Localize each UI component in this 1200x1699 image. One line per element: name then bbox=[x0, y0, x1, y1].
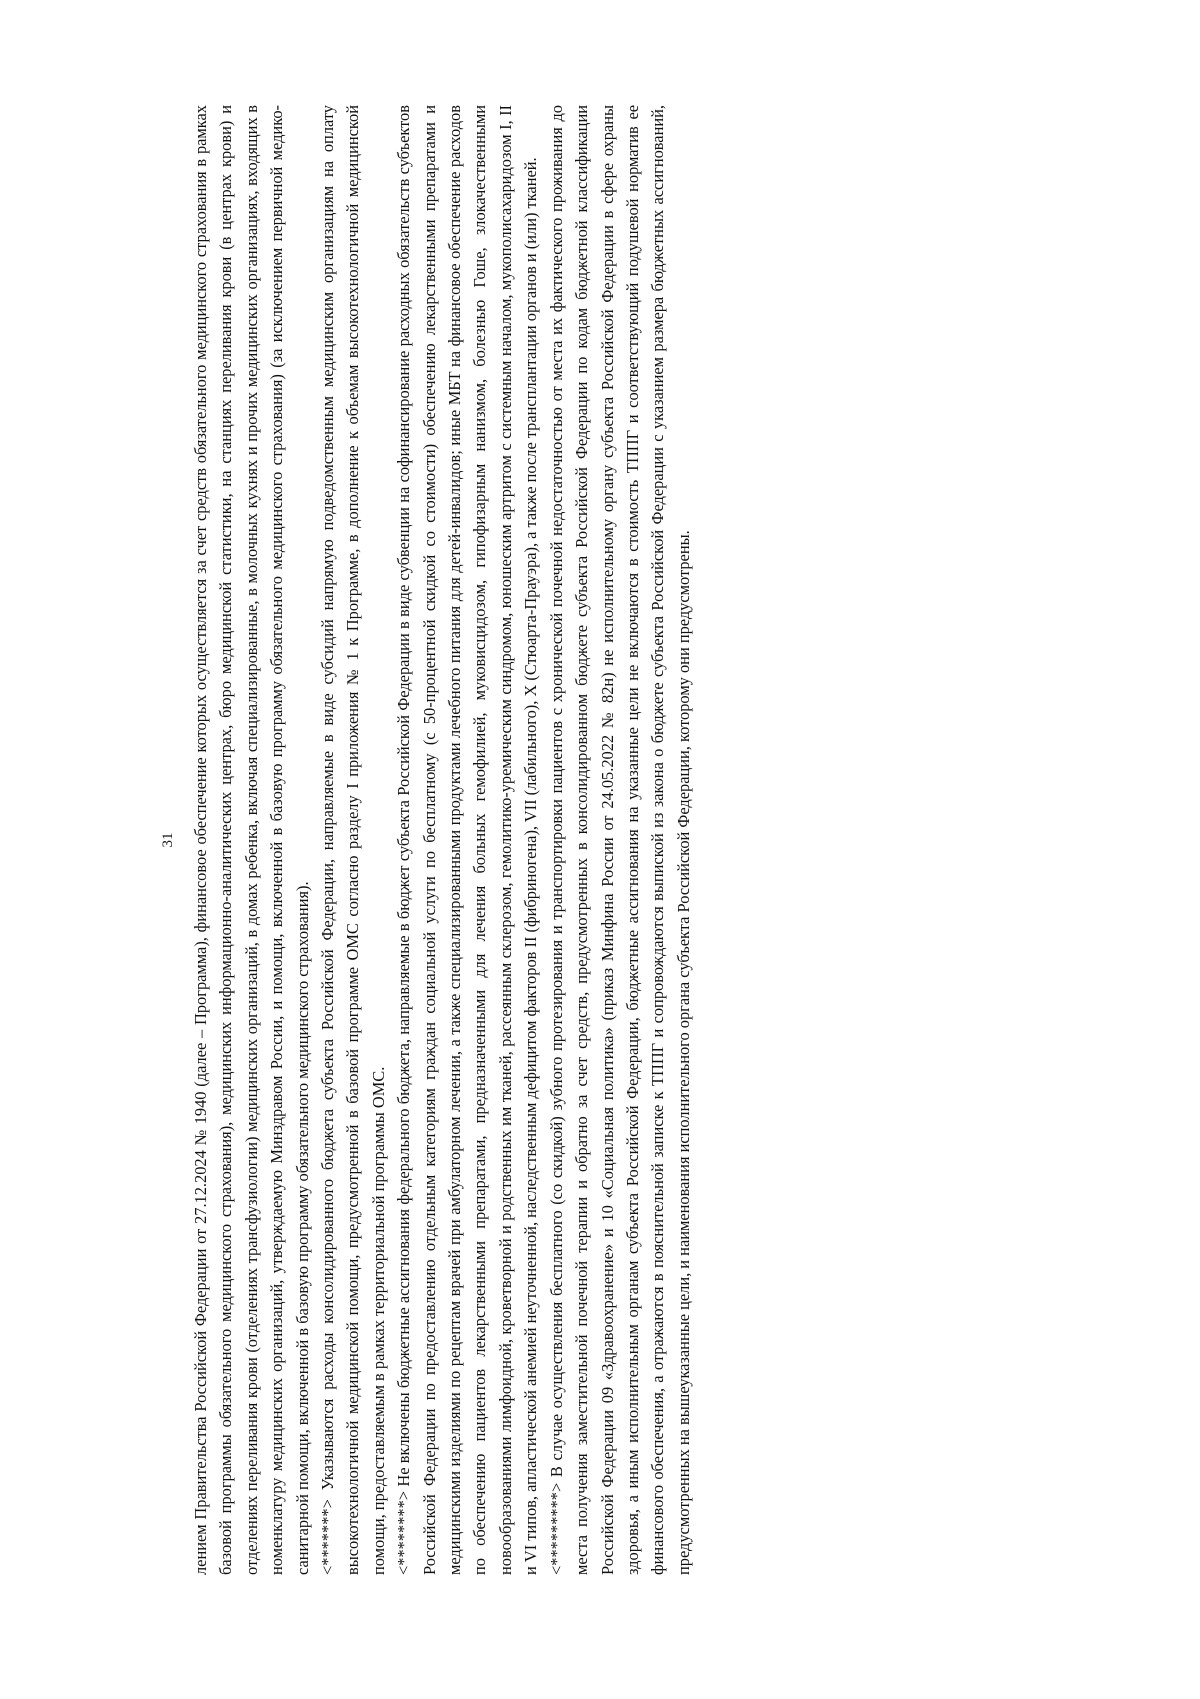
footnote-8: <********> Не включены бюджетные ассигнования федерального бюджета, направляемые в бюджет субъекта Российской Федерации в виде субвенции на софинансирование расходных обязательств субъектов Российской Федерации по предоставлению отдельным категориям граждан социальной услуги по бесплатному (с 50-процентной скидкой со стоимости) обеспечению лекарственными препаратами и медицинскими изделиями по рецептам врачей при амбулаторном лечении, а также специализированными продуктами лечебного питания для детей-инвалидов; иные МБТ на финансовое обеспечение расходов по обеспечению пациентов лекарственными препаратами, предназначенными для лечения больных гемофилией, муковисцидозом, гипофизарным нанизмом, болезнью Гоше, злокачественными новообразованиями лимфоидной, кроветворной и родственных им тканей, рассеянным склерозом, гемолитико-уремическим синдромом, юношеским артритом с системным началом, мукополисахаридозом I, II и VI типов, апластической анемией неуточненной, наследственным дефицитом факторов II (фибриногена), VII (лабильного), X (Стюарта-Прауэра), а также после трансплантации органов и (или) тканей. bbox=[394, 105, 541, 1575]
page-number: 31 bbox=[160, 832, 176, 848]
footnote-7: <*******> Указываются расходы консолидированного бюджета субъекта Российской Федерации, направляемые в виде субсидий напрямую подведомственным медицинским организациям на оплату высокотехнологичной медицинской помощи, предусмотренной в базовой программе ОМС согласно разделу I приложения № 1 к Программе, в дополнение к объемам высокотехнологичной медицинской помощи, предоставляемым в рамках территориальной программы ОМС. bbox=[318, 105, 388, 1575]
body-text bbox=[188, 105, 696, 1575]
footnote-9: <*********> В случае осуществления бесплатного (со скидкой) зубного протезирования и транспортировки пациентов с хронической почечной недостаточностью от места их фактического проживания до места получения заместительной почечной терапии и обратно за счет средств, предусмотренных в консолидированном бюджете субъекта Российской Федерации по кодам бюджетной классификации Российской Федерации 09 «Здравоохранение» и 10 «Социальная политика» (приказ Минфина России от 24.05.2022 № 82н) не исполнительному органу субъекта Российской Федерации в сфере охраны здоровья, а иным исполнительным органам субъекта Российской Федерации, бюджетные ассигнования на указанные цели не включаются в стоимость ТППГ и соответствующий подушевой норматив ее финансового обеспечения, а отражаются в пояснительной записке к ТППГ и сопровождаются выпиской из закона о бюджете субъекта Российской Федерации с указанием размера бюджетных ассигнований, предусмотренных на вышеуказанные цели, и наименования исполнительного органа субъекта Российской Федерации, которому они предусмотрены. bbox=[546, 105, 693, 1575]
rotated-content bbox=[160, 105, 1050, 1575]
paragraph-continuation: лением Правительства Российской Федерации от 27.12.2024 № 1940 (далее – Программа), финансовое обеспечение которых осуществляется за счет средств обязательного медицинского страхования в рамках базовой программы обязательного медицинского страхования), медицинских информационно-аналитических центрах, бюро медицинской статистики, на станциях переливания крови (в центрах крови) и отделениях переливания крови (отделениях трансфузиологии) медицинских организаций, в домах ребенка, включая специализированные, в молочных кухнях и прочих медицинских организациях, входящих в номенклатуру медицинских организаций, утверждаемую Минздравом России, и помощи, включенной в базовую программу обязательного медицинского страхования) (за исключением первичной медико-санитарной помощи, включенной в базовую программу обязательного медицинского страхования). bbox=[191, 105, 312, 1575]
